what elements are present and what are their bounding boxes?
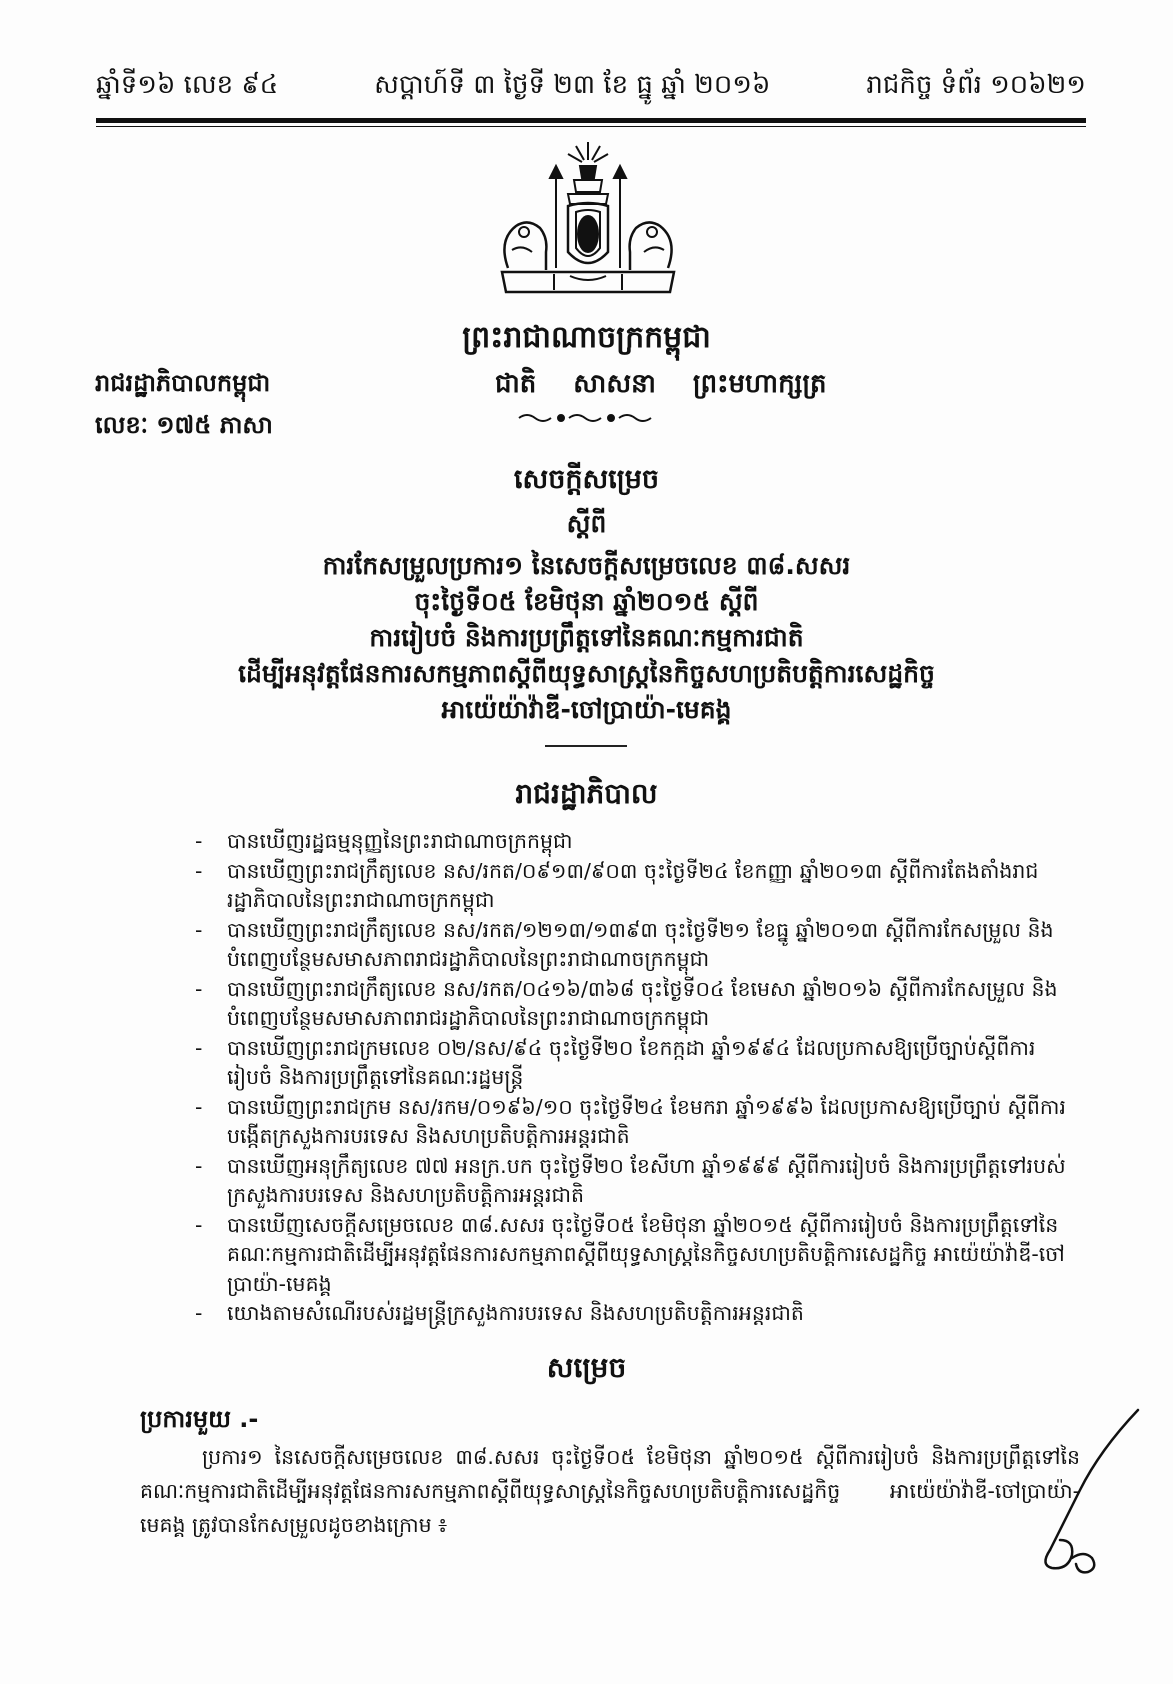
header-rule-thin <box>96 126 1086 127</box>
header-rule-thick <box>96 118 1086 123</box>
reference-item: - បានឃើញព្រះរាជក្រឹត្យលេខ នស/រកត/០៩១៣/៩០៣ ចុះថ្ងៃទី២៤ ខែកញ្ញា ឆ្នាំ២០១៣ ស្តីពីការតែងតាំងរាជរដ្ឋាភិបាលនៃព្រះរាជាណាចក្រកម្ពុជា <box>195 858 1039 912</box>
reference-item: - បានឃើញរដ្ឋធម្មនុញ្ញនៃព្រះរាជាណាចក្រកម្ពុជា <box>195 829 573 853</box>
reference-item: - បានឃើញសេចក្តីសម្រេចលេខ ៣៨.សសរ ចុះថ្ងៃទី០៥ ខែមិថុនា ឆ្នាំ២០១៥ ស្តីពីការរៀបចំ និងការប្រព្រឹត្តទៅនៃគណៈកម្មការជាតិដើម្បីអនុវត្តផែនការសកម្មភាពស្តីពីយុទ្ធសាស្ត្រនៃកិច្ចសហប្រតិបត្តិការសេដ្ឋកិច្ច អាយ៉េយ៉ាវ៉ាឌី-ចៅប្រាយ៉ា-មេគង្គ <box>195 1212 1065 1296</box>
decision-heading: សម្រេច <box>546 1351 627 1384</box>
title-line-2: ស្តីពី <box>566 509 607 538</box>
gazette-week-date: សប្តាហ៍ទី ៣ ថ្ងៃទី ២៣ ខែ ធ្នូ ឆ្នាំ ២០១៦ <box>374 70 771 100</box>
title-line-7: អាយ៉េយ៉ាវ៉ាឌី-ចៅប្រាយ៉ា-មេគង្គ <box>441 695 732 724</box>
reference-item: - បានឃើញអនុក្រឹត្យលេខ ៧៧ អនក្រ.បក ចុះថ្ងៃទី២០ ខែសីហា ឆ្នាំ១៩៩៩ ស្តីពីការរៀបចំ និងការប្រព្រឹត្តទៅរបស់ក្រសួងការបរទេស និងសហប្រតិបត្តិការអន្តរជាតិ <box>195 1153 1066 1207</box>
title-line-1: សេចក្តីសម្រេច <box>513 464 660 495</box>
decision-number: លេខៈ ១៧៥ ភាសា <box>95 411 273 439</box>
gazette-year-issue: ឆ្នាំទី១៦ លេខ ៩៤ <box>96 70 279 100</box>
reference-item: - បានឃើញព្រះរាជក្រឹត្យលេខ នស/រកត/១២១៣/១៣៩៣ ចុះថ្ងៃទី២១ ខែធ្នូ ឆ្នាំ២០១៣ ស្តីពីការកែសម្រួល និងបំពេញបន្ថែមសមាសភាពរាជរដ្ឋាភិបាលនៃព្រះរាជាណាចក្រកម្ពុជា <box>195 917 1054 971</box>
signature-mark <box>1010 1390 1150 1590</box>
article-body: ប្រការ១ នៃសេចក្តីសម្រេចលេខ ៣៨.សសរ ចុះថ្ងៃទី០៥ ខែមិថុនា ឆ្នាំ២០១៥ ស្តីពីការរៀបចំ និងការប្រព្រឹត្តទៅនៃគណៈកម្មការជាតិដើម្បីអនុវត្តផែនការសកម្មភាពស្តីពីយុទ្ធសាស្ត្រនៃកិច្ចសហប្រតិបត្តិការសេដ្ឋកិច្ច អាយ៉េយ៉ាវ៉ាឌី-ចៅប្រាយ៉ា-មេគង្គ ត្រូវបានកែសម្រួលដូចខាងក្រោម ៖ <box>140 1445 1080 1537</box>
national-motto: ជាតិ សាសនា ព្រះមហាក្សត្រ <box>495 369 827 399</box>
gazette-header <box>96 68 1086 112</box>
reference-item: - យោងតាមសំណើរបស់រដ្ឋមន្ត្រីក្រសួងការបរទេស និងសហប្រតិបត្តិការអន្តរជាតិ <box>195 1301 804 1325</box>
government-heading: រាជរដ្ឋាភិបាល <box>515 777 658 810</box>
title-line-4: ចុះថ្ងៃទី០៥ ខែមិថុនា ឆ្នាំ២០១៥ ស្តីពី <box>414 587 759 616</box>
article-label: ប្រការមួយ .- <box>140 1405 259 1433</box>
reference-item: - បានឃើញព្រះរាជក្រឹត្យលេខ នស/រកត/០៤១៦/៣៦៨ ចុះថ្ងៃទី០៤ ខែមេសា ឆ្នាំ២០១៦ ស្តីពីការកែសម្រួល និងបំពេញបន្ថែមសមាសភាពរាជរដ្ឋាភិបាលនៃព្រះរាជាណាចក្រកម្ពុជា <box>195 976 1058 1030</box>
title-divider <box>545 745 627 747</box>
reference-item: - បានឃើញព្រះរាជក្រមលេខ ០២/នស/៩៤ ចុះថ្ងៃទី២០ ខែកក្កដា ឆ្នាំ១៩៩៤ ដែលប្រកាសឱ្យប្រើច្បាប់ស្តីពីការរៀបចំ និងការប្រព្រឹត្តទៅនៃគណៈរដ្ឋមន្ត្រី <box>195 1035 1036 1089</box>
gazette-page-ref: រាជកិច្ច ទំព័រ ១០៦២១ <box>866 70 1086 100</box>
title-line-5: ការរៀបចំ និងការប្រព្រឹត្តទៅនៃគណៈកម្មការជាតិ <box>369 623 804 652</box>
royal-emblem-icon <box>488 140 688 300</box>
title-line-3: ការកែសម្រួលប្រការ១ នៃសេចក្តីសម្រេចលេខ ៣៨.សសរ <box>322 551 851 580</box>
decision-title-block <box>150 462 1023 728</box>
references-list <box>195 827 1080 1329</box>
kingdom-title: ព្រះរាជាណាចក្រកម្ពុជា <box>462 320 711 355</box>
issuing-government: រាជរដ្ឋាភិបាលកម្ពុជា <box>95 369 271 397</box>
ornament-divider-icon <box>515 410 655 426</box>
title-line-6: ដើម្បីអនុវត្តផែនការសកម្មភាពស្តីពីយុទ្ធសាស្ត្រនៃកិច្ចសហប្រតិបត្តិការសេដ្ឋកិច្ច <box>238 659 935 688</box>
reference-item: - បានឃើញព្រះរាជក្រម នស/រកម/០១៩៦/១០ ចុះថ្ងៃទី២៤ ខែមករា ឆ្នាំ១៩៩៦ ដែលប្រកាសឱ្យប្រើច្បាប់ ស្តីពីការបង្កើតក្រសួងការបរទេស និងសហប្រតិបត្តិការអន្តរជាតិ <box>195 1094 1066 1148</box>
